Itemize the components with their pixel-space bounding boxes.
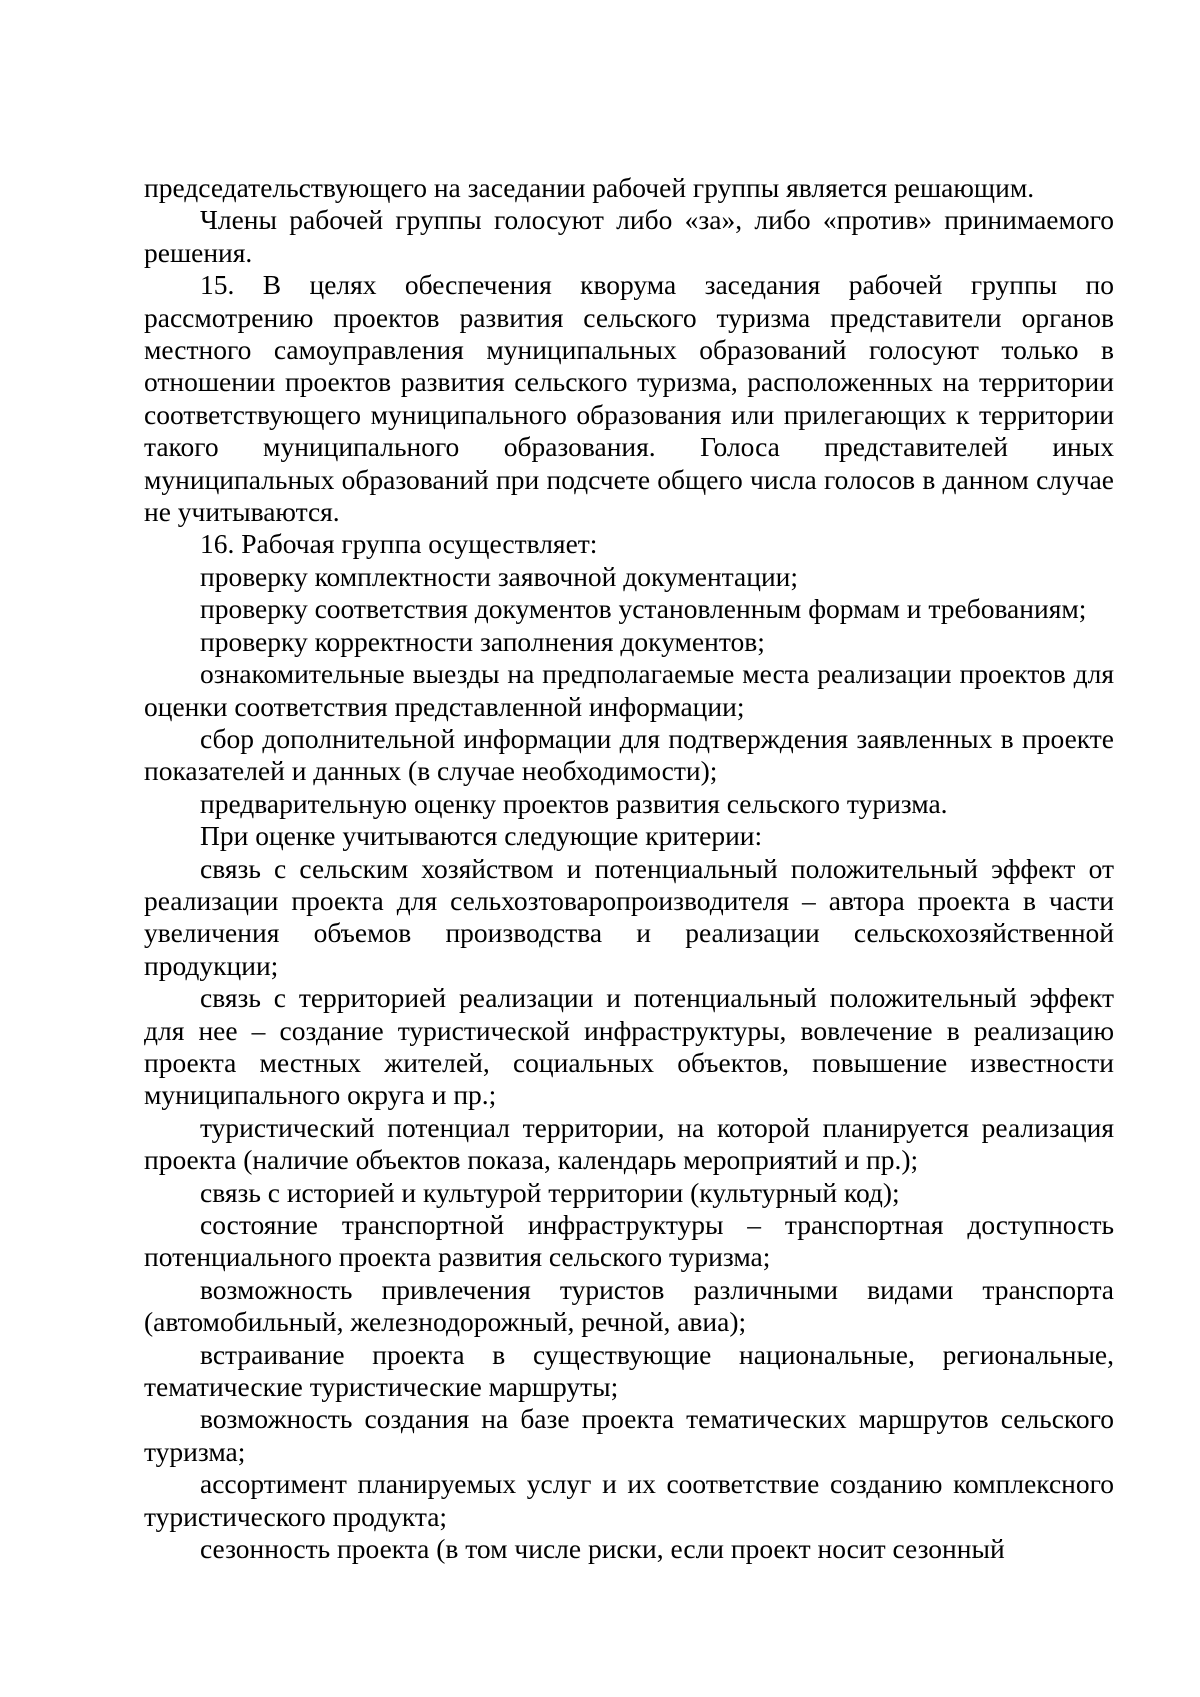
criteria-item: возможность создания на базе проекта тематических маршрутов сельского туризма;: [144, 1403, 1114, 1467]
criteria-item: состояние транспортной инфраструктуры – транспортная доступность потенциального проекта развития сельского туризма;: [144, 1209, 1114, 1273]
paragraph-clause-15: 15. В целях обеспечения кворума заседания рабочей группы по рассмотрению проектов развития сельского туризма представители органов местного самоуправления муниципальных образований голосуют только в отношении проектов развития сельского туризма, расположенных на территории соответствующего муниципального образования или прилегающих к территории такого муниципального образования. Голоса представителей иных муниципальных образований при подсчете общего числа голосов в данном случае не учитываются.: [144, 269, 1114, 528]
criteria-item: связь с историей и культурой территории (культурный код);: [200, 1176, 900, 1208]
paragraph-clause-16: 16. Рабочая группа осуществляет:: [200, 528, 598, 560]
list-item: проверку корректности заполнения документов;: [200, 625, 765, 657]
criteria-item: туристический потенциал территории, на которой планируется реализация проекта (наличие объектов показа, календарь мероприятий и пр.);: [144, 1111, 1114, 1176]
document-body: [144, 172, 1114, 1565]
criteria-item: связь с сельским хозяйством и потенциальный положительный эффект от реализации проекта для сельхозтоваропроизводителя – автора проекта в части увеличения объемов производства и реализации сельскохозяйственной продукции;: [144, 852, 1114, 981]
criteria-item: ассортимент планируемых услуг и их соответствие созданию комплексного туристического продукта;: [144, 1468, 1114, 1532]
list-item: проверку комплектности заявочной документации;: [200, 560, 799, 592]
criteria-item: возможность привлечения туристов различными видами транспорта (автомобильный, железнодорожный, речной, авиа);: [144, 1273, 1114, 1338]
list-item: сбор дополнительной информации для подтверждения заявленных в проекте показателей и данных (в случае необходимости);: [144, 722, 1114, 787]
criteria-item: встраивание проекта в существующие национальные, региональные, тематические туристические маршруты;: [144, 1338, 1114, 1403]
criteria-item-truncated: сезонность проекта (в том числе риски, если проект носит сезонный: [200, 1533, 1005, 1565]
list-item: ознакомительные выезды на предполагаемые места реализации проектов для оценки соответствия представленной информации;: [144, 658, 1114, 722]
list-item: предварительную оценку проектов развития сельского туризма.: [200, 787, 948, 819]
criteria-item: связь с территорией реализации и потенциальный положительный эффект для нее – создание туристической инфраструктуры, вовлечение в реализацию проекта местных жителей, социальных объектов, повышение известности муниципального округа и пр.;: [144, 982, 1114, 1111]
list-item: проверку соответствия документов установленным формам и требованиям;: [200, 593, 1087, 625]
paragraph-voting-members: Члены рабочей группы голосуют либо «за», либо «против» принимаемого решения.: [144, 204, 1114, 268]
paragraph-continuation: председательствующего на заседании рабочей группы является решающим.: [144, 172, 1035, 203]
paragraph-criteria-intro: При оценке учитываются следующие критерии:: [200, 820, 763, 852]
